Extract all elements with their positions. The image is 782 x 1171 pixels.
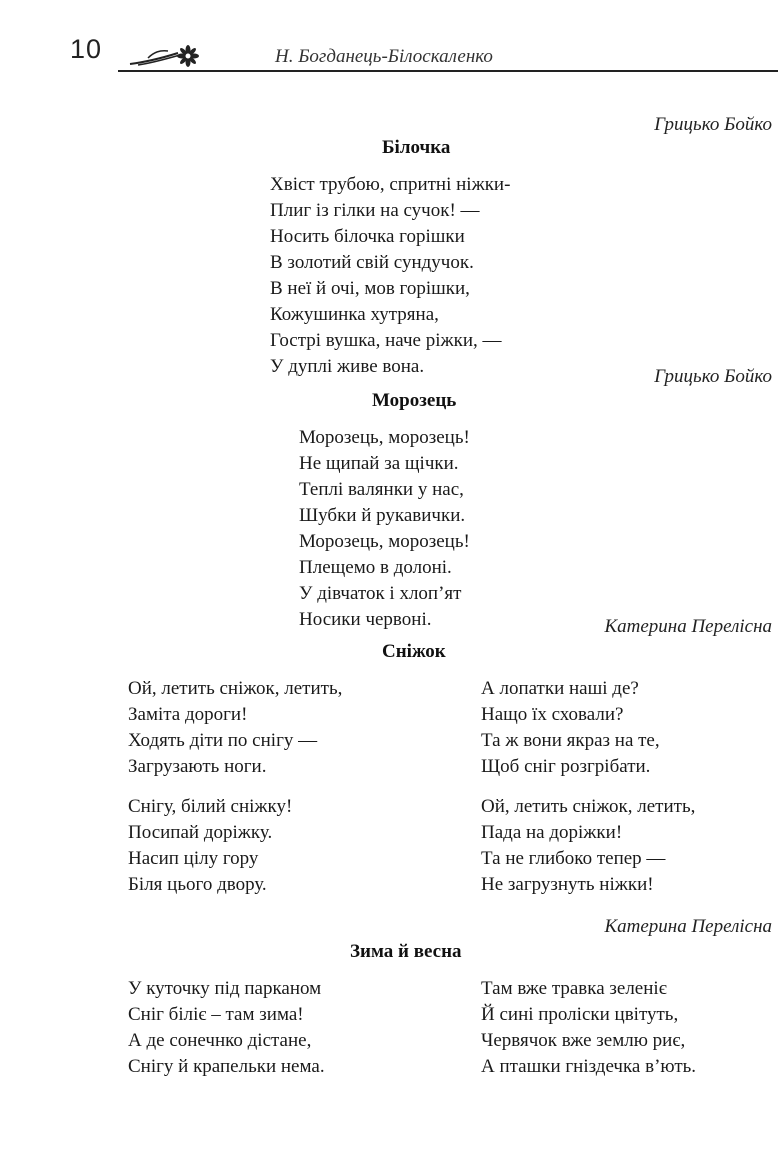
verse-line: Біля цього двору. xyxy=(128,874,267,895)
stanza xyxy=(481,794,695,898)
verse-line: У дівчаток і хлоп’ят xyxy=(299,583,462,604)
verse-line: Хвіст трубою, спритні ніжки- xyxy=(270,174,511,195)
stanza xyxy=(270,172,510,380)
poem-author: Грицько Бойко xyxy=(654,114,772,135)
stanza xyxy=(299,425,470,633)
verse-line: Там вже травка зеленіє xyxy=(481,978,667,999)
poem-author: Катерина Перелісна xyxy=(604,916,772,937)
verse-line: Загрузають ноги. xyxy=(128,756,267,777)
verse-line: У дуплі живе вона. xyxy=(270,356,425,377)
verse-line: Ой, летить сніжок, летить, xyxy=(128,678,343,699)
verse-line: Й сині проліски цвітуть, xyxy=(481,1004,679,1025)
verse-line: У куточку під парканом xyxy=(128,978,322,999)
verse-line: Плещемо в долоні. xyxy=(299,557,452,578)
verse-line: Морозець, морозець! xyxy=(299,531,470,552)
verse-line: Снігу й крапельки нема. xyxy=(128,1056,325,1077)
verse-line: Щоб сніг розгрібати. xyxy=(481,756,651,777)
stanza xyxy=(481,976,696,1080)
verse-line: Теплі валянки у нас, xyxy=(299,479,464,500)
poem-title: Сніжок xyxy=(382,641,446,662)
verse-line: Морозець, морозець! xyxy=(299,427,470,448)
verse-line: Та не глибоко тепер — xyxy=(481,848,666,869)
verse-line: В золотий свій сундучок. xyxy=(270,252,474,273)
poem-author: Катерина Перелісна xyxy=(604,616,772,637)
stanza xyxy=(128,794,292,898)
poem-title: Морозець xyxy=(372,390,457,411)
verse-line: Снігу, білий сніжку! xyxy=(128,796,293,817)
verse-line: В неї й очі, мов горішки, xyxy=(270,278,470,299)
verse-line: Кожушинка хутряна, xyxy=(270,304,439,325)
verse-line: Носики червоні. xyxy=(299,609,432,630)
verse-line: Плиг із гілки на сучок! — xyxy=(270,200,480,221)
verse-line: А лопатки наші де? xyxy=(481,678,639,699)
verse-line: Не щипай за щічки. xyxy=(299,453,459,474)
poem-author: Грицько Бойко xyxy=(654,366,772,387)
page-number: 10 xyxy=(70,34,103,64)
stanza xyxy=(128,976,325,1080)
poem-title: Білочка xyxy=(382,137,451,158)
poem-title: Зима й весна xyxy=(350,941,462,962)
stanza xyxy=(128,676,342,780)
verse-line: Не загрузнуть ніжки! xyxy=(481,874,654,895)
verse-line: Шубки й рукавички. xyxy=(299,505,466,526)
running-title: Н. Богданець-Білоскаленко xyxy=(275,46,493,67)
verse-line: А пташки гніздечка в’ють. xyxy=(481,1056,697,1077)
verse-line: Червячок вже землю риє, xyxy=(481,1030,686,1051)
verse-line: Сніг біліє – там зима! xyxy=(128,1004,304,1025)
verse-line: Заміта дороги! xyxy=(128,704,248,725)
header-rule xyxy=(118,70,778,72)
verse-line: Гострі вушка, наче ріжки, — xyxy=(270,330,502,351)
verse-line: Ой, летить сніжок, летить, xyxy=(481,796,696,817)
verse-line: Насип цілу гору xyxy=(128,848,259,869)
stanza xyxy=(481,676,660,780)
verse-line: А де сонечнко дістане, xyxy=(128,1030,312,1051)
verse-line: Нащо їх сховали? xyxy=(481,704,624,725)
verse-line: Посипай доріжку. xyxy=(128,822,273,843)
verse-line: Носить білочка горішки xyxy=(270,226,465,247)
verse-line: Та ж вони якраз на те, xyxy=(481,730,660,751)
verse-line: Пада на доріжки! xyxy=(481,822,623,843)
flower-swash-ornament-icon xyxy=(128,44,208,68)
verse-line: Ходять діти по снігу — xyxy=(128,730,318,751)
